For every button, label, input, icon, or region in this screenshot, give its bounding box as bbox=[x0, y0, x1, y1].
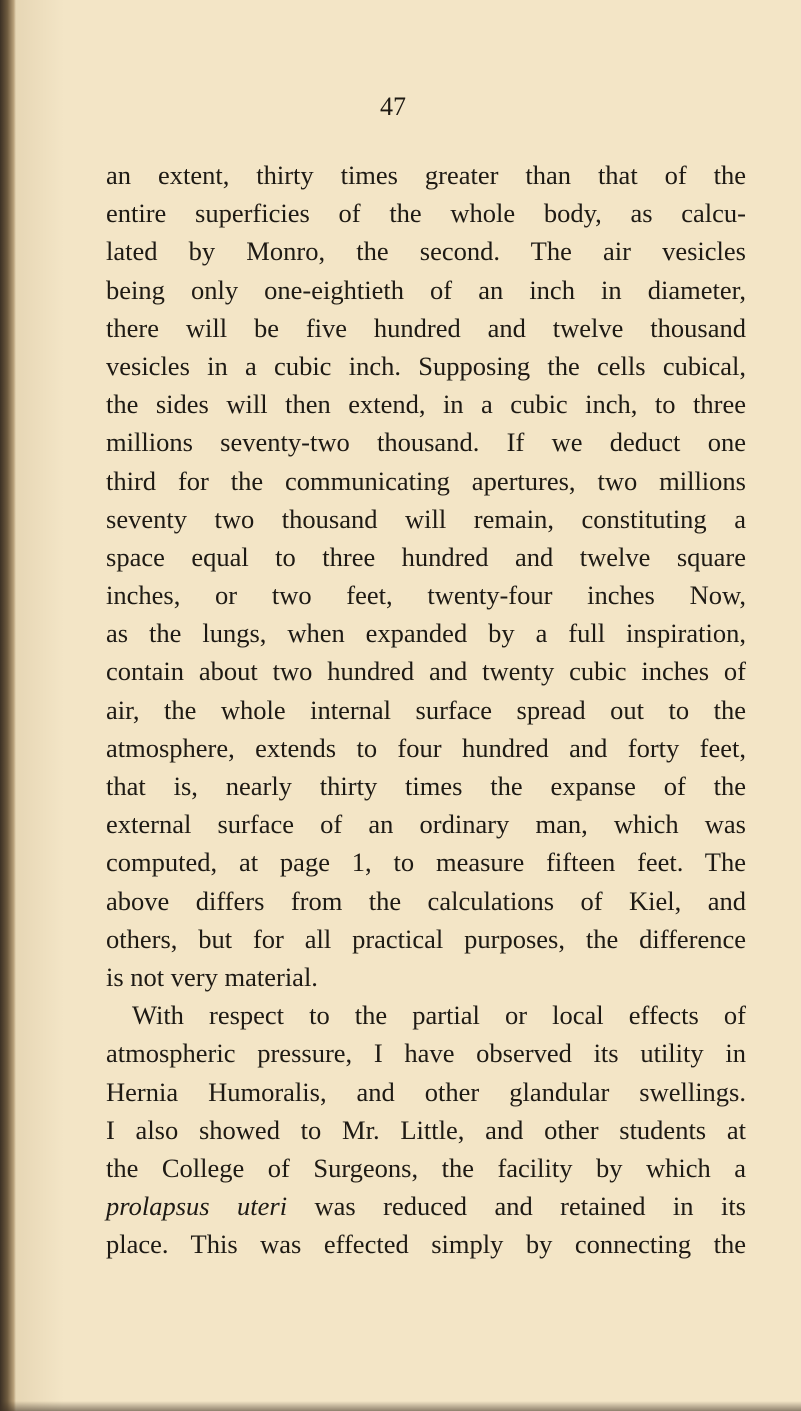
line-text: the College of Surgeons, the facility by which a bbox=[106, 1152, 746, 1183]
line-text: seventy two thousand will remain, constituting a bbox=[106, 503, 746, 534]
text-line bbox=[106, 1225, 746, 1263]
line-text: an extent, thirty times greater than that of the bbox=[106, 160, 746, 190]
line-text: atmosphere, extends to four hundred and forty feet, bbox=[106, 732, 746, 763]
text-line bbox=[106, 576, 746, 614]
text-line bbox=[106, 1034, 746, 1072]
text-line bbox=[106, 614, 746, 652]
line-text: vesicles in a cubic inch. Supposing the cells cubical, bbox=[106, 350, 746, 381]
text-line bbox=[106, 347, 746, 385]
line-text: others, but for all practical purposes, the difference bbox=[106, 923, 746, 954]
text-line bbox=[106, 1149, 746, 1187]
line-text: With respect to the partial or local effects of bbox=[132, 1000, 746, 1031]
binding-edge bbox=[0, 0, 16, 1411]
line-text: air, the whole internal surface spread out to the bbox=[106, 694, 746, 725]
text-line bbox=[106, 996, 746, 1034]
line-text: the sides will then extend, in a cubic inch, to three bbox=[106, 389, 746, 420]
text-line bbox=[106, 805, 746, 843]
italic-text: prolapsus uteri bbox=[106, 1191, 288, 1222]
text-line bbox=[106, 843, 746, 881]
text-line bbox=[106, 729, 746, 767]
line-text: third for the communicating apertures, two millions bbox=[106, 465, 746, 496]
text-line bbox=[106, 194, 746, 232]
line-text: is not very material. bbox=[106, 961, 318, 992]
line-text: being only one-eightieth of an inch in diameter, bbox=[106, 274, 746, 305]
text-line bbox=[106, 232, 746, 270]
text-line bbox=[106, 652, 746, 690]
line-text: I also showed to Mr. Little, and other students at bbox=[106, 1114, 746, 1145]
text-line bbox=[106, 462, 746, 500]
text-line bbox=[106, 500, 746, 538]
line-text: contain about two hundred and twenty cubic inches of bbox=[106, 656, 746, 687]
body-text bbox=[106, 156, 746, 1263]
text-line bbox=[106, 1111, 746, 1149]
page-number: 47 bbox=[380, 92, 406, 121]
line-text: external surface of an ordinary man, which was bbox=[106, 809, 746, 840]
text-line bbox=[106, 385, 746, 423]
text-line bbox=[106, 958, 746, 996]
text-line bbox=[106, 538, 746, 576]
line-text: space equal to three hundred and twelve square bbox=[106, 541, 746, 572]
text-line bbox=[106, 423, 746, 461]
line-text: lated by Monro, the second. The air vesicles bbox=[106, 236, 746, 267]
line-text: was reduced and retained in its bbox=[287, 1191, 746, 1222]
text-line bbox=[106, 271, 746, 309]
text-line bbox=[106, 920, 746, 958]
page-bottom-shadow bbox=[0, 1401, 801, 1411]
line-text: atmospheric pressure, I have observed its utility in bbox=[106, 1038, 746, 1069]
text-line bbox=[106, 156, 746, 194]
line-text: millions seventy-two thousand. If we deduct one bbox=[106, 427, 746, 458]
line-text: computed, at page 1, to measure fifteen feet. The bbox=[106, 847, 746, 878]
text-line bbox=[106, 882, 746, 920]
text-line bbox=[106, 309, 746, 347]
line-text: place. This was effected simply by connecting the bbox=[106, 1229, 746, 1260]
text-line bbox=[106, 767, 746, 805]
text-line bbox=[106, 691, 746, 729]
line-text: above differs from the calculations of Kiel, and bbox=[106, 885, 746, 916]
line-text: there will be five hundred and twelve thousand bbox=[106, 312, 746, 343]
line-text: entire superficies of the whole body, as calcu- bbox=[106, 198, 746, 229]
text-line bbox=[106, 1187, 746, 1225]
line-text: that is, nearly thirty times the expanse of the bbox=[106, 771, 746, 801]
line-text: Hernia Humoralis, and other glandular swellings. bbox=[106, 1076, 746, 1107]
line-text: inches, or two feet, twenty-four inches Now, bbox=[106, 580, 746, 611]
text-line bbox=[106, 1073, 746, 1111]
line-text: as the lungs, when expanded by a full inspiration, bbox=[106, 618, 746, 649]
